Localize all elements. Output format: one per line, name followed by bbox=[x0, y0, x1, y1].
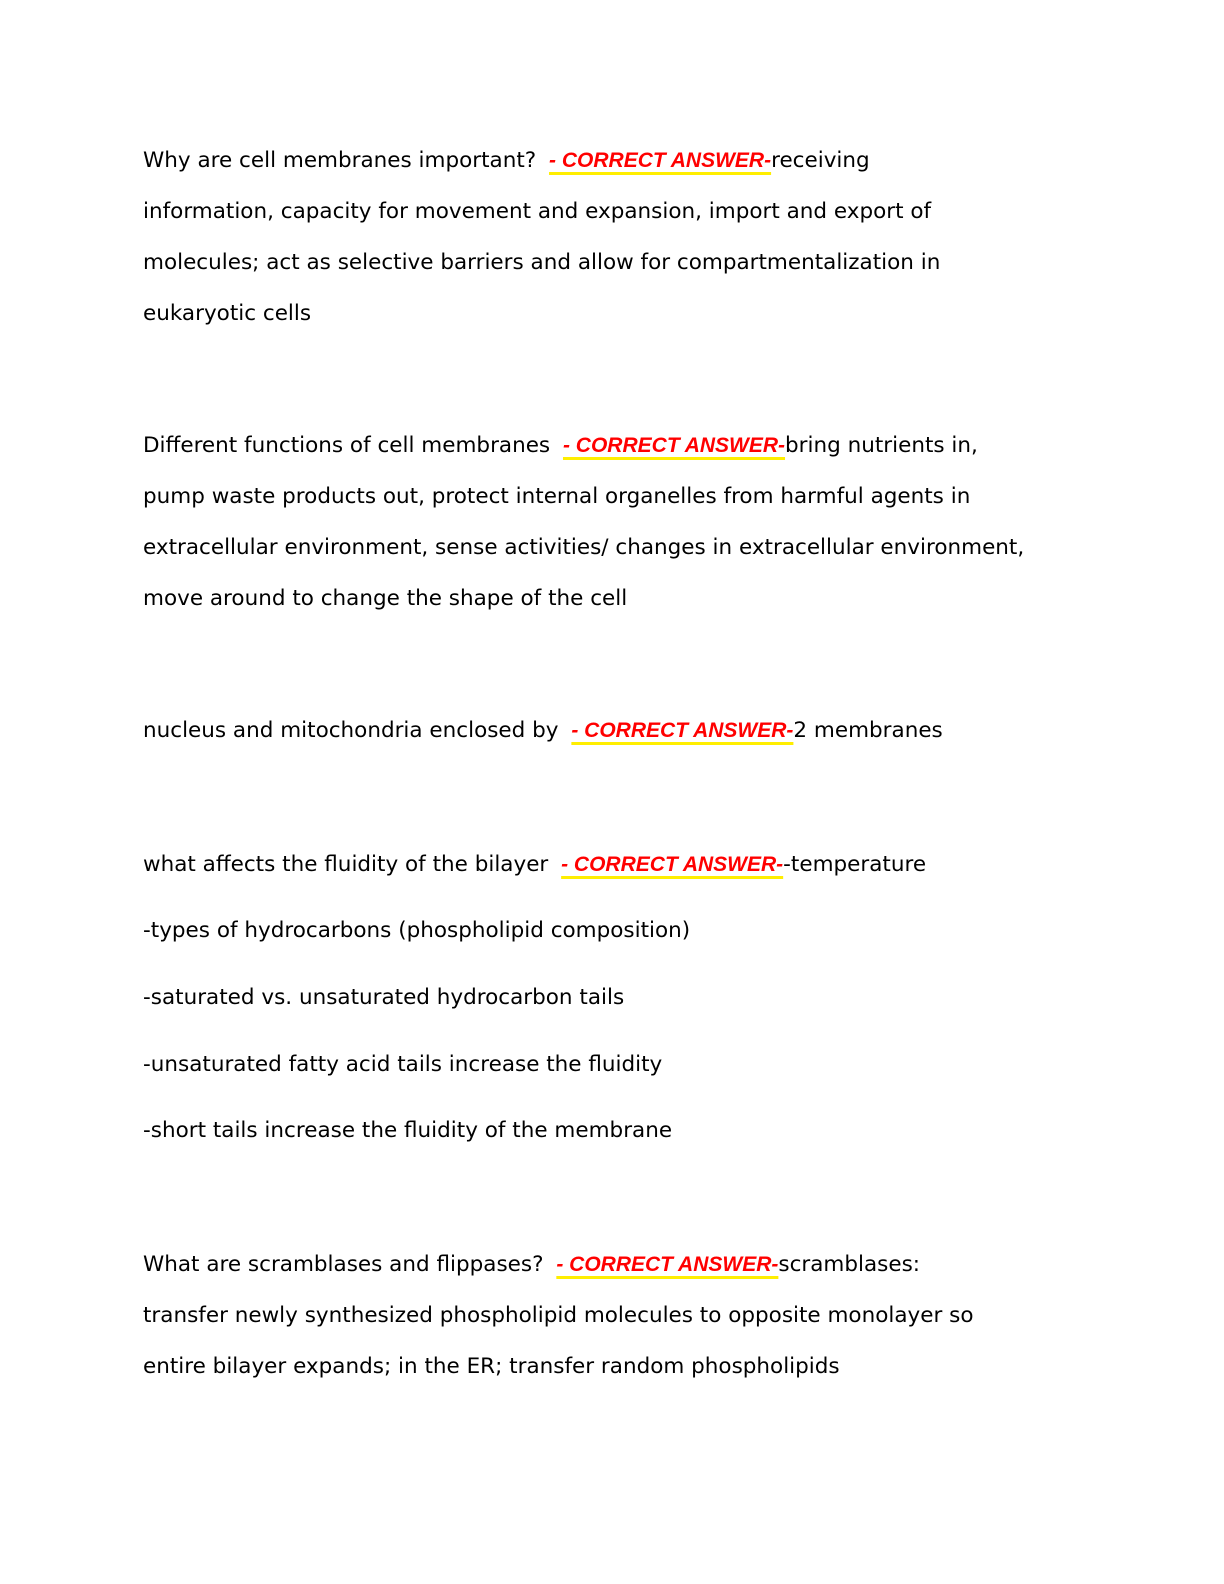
qa-card-3 bbox=[143, 705, 1083, 756]
correct-answer-tag: - CORRECT ANSWER- bbox=[549, 149, 772, 172]
answer-line: transfer newly synthesized phospholipid molecules to opposite monolayer so bbox=[143, 1303, 974, 1328]
answer-text: scramblases: bbox=[778, 1252, 921, 1277]
correct-answer-tag: - CORRECT ANSWER- bbox=[556, 1253, 779, 1276]
qa-first-line bbox=[143, 420, 1083, 471]
correct-answer-tag: - CORRECT ANSWER- bbox=[562, 434, 786, 457]
answer-line: extracellular environment, sense activities/ changes in extracellular environment, bbox=[143, 535, 1025, 560]
answer-line: pump waste products out, protect internal organelles from harmful agents in bbox=[143, 484, 971, 509]
question-text: What are scramblases and flippases? bbox=[143, 1252, 544, 1277]
qa-card-4-list bbox=[143, 1039, 1083, 1090]
answer-line: information, capacity for movement and expansion, import and export of bbox=[143, 199, 932, 224]
correct-answer-tag: - CORRECT ANSWER- bbox=[571, 719, 794, 742]
qa-card-4 bbox=[143, 839, 1083, 890]
qa-first-line bbox=[143, 705, 1083, 756]
qa-card-4-list bbox=[143, 972, 1083, 1023]
answer-line: -saturated vs. unsaturated hydrocarbon tails bbox=[143, 985, 625, 1010]
qa-card-4-list bbox=[143, 905, 1083, 956]
answer-text: receiving bbox=[771, 148, 870, 173]
answer-line: -types of hydrocarbons (phospholipid composition) bbox=[143, 918, 691, 943]
answer-line: -short tails increase the fluidity of the membrane bbox=[143, 1118, 673, 1143]
qa-card-5 bbox=[143, 1239, 1083, 1392]
answer-line: move around to change the shape of the cell bbox=[143, 586, 628, 611]
answer-text: 2 membranes bbox=[793, 718, 943, 743]
qa-card-4-list bbox=[143, 1105, 1083, 1156]
qa-first-line bbox=[143, 839, 1083, 890]
question-text: Different functions of cell membranes bbox=[143, 433, 551, 458]
answer-line: eukaryotic cells bbox=[143, 301, 312, 326]
qa-card-1 bbox=[143, 135, 1083, 339]
answer-text: -temperature bbox=[783, 852, 927, 877]
answer-line: -unsaturated fatty acid tails increase the fluidity bbox=[143, 1052, 663, 1077]
qa-first-line bbox=[143, 135, 1083, 186]
question-text: Why are cell membranes important? bbox=[143, 148, 537, 173]
correct-answer-tag: - CORRECT ANSWER- bbox=[561, 853, 784, 876]
answer-text: bring nutrients in, bbox=[785, 433, 978, 458]
qa-first-line bbox=[143, 1239, 1083, 1290]
answer-line: molecules; act as selective barriers and allow for compartmentalization in bbox=[143, 250, 941, 275]
qa-card-2 bbox=[143, 420, 1083, 624]
question-text: nucleus and mitochondria enclosed by bbox=[143, 718, 559, 743]
answer-line: entire bilayer expands; in the ER; transfer random phospholipids bbox=[143, 1354, 840, 1379]
question-text: what affects the fluidity of the bilayer bbox=[143, 852, 549, 877]
